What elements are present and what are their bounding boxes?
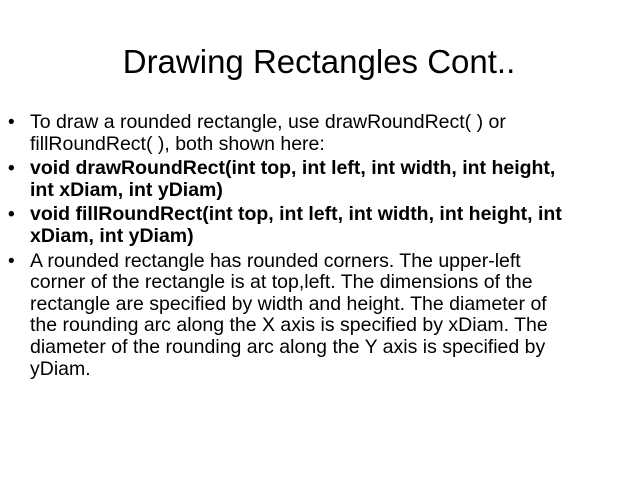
bullet-text-line: yDiam. [30,357,91,380]
bullet-item [8,112,626,155]
bullet-icon: • [8,250,15,272]
bullet-icon: • [8,112,15,133]
bullet-text-line: corner of the rectangle is at top,left. The dimensions of the [30,271,533,294]
slide-title: Drawing Rectangles Cont.. [122,43,516,80]
bullet-text-line: To draw a rounded rectangle, use drawRoundRect( ) or [30,111,506,133]
bullet-text-line: A rounded rectangle has rounded corners. The upper-left [30,249,521,272]
bullet-list [8,112,626,383]
bullet-icon: • [8,158,15,180]
bullet-text-line: int xDiam, int yDiam) [30,178,223,201]
bullet-text-line: diameter of the rounding arc along the Y axis is specified by [30,335,546,358]
bullet-text-line: xDiam, int yDiam) [30,224,194,247]
bullet-text-line: fillRoundRect( ), both shown here: [30,132,325,155]
bullet-item [8,158,626,201]
bullet-item [8,204,626,247]
bullet-text-line: void drawRoundRect(int top, int left, int width, int height, [30,157,556,180]
bullet-icon: • [8,204,15,226]
bullet-text-line: void fillRoundRect(int top, int left, int width, int height, int [30,203,562,226]
bullet-text-line: rectangle are specified by width and height. The diameter of [30,292,547,315]
bullet-item [8,251,626,381]
bullet-text-line: the rounding arc along the X axis is specified by xDiam. The [30,314,548,337]
